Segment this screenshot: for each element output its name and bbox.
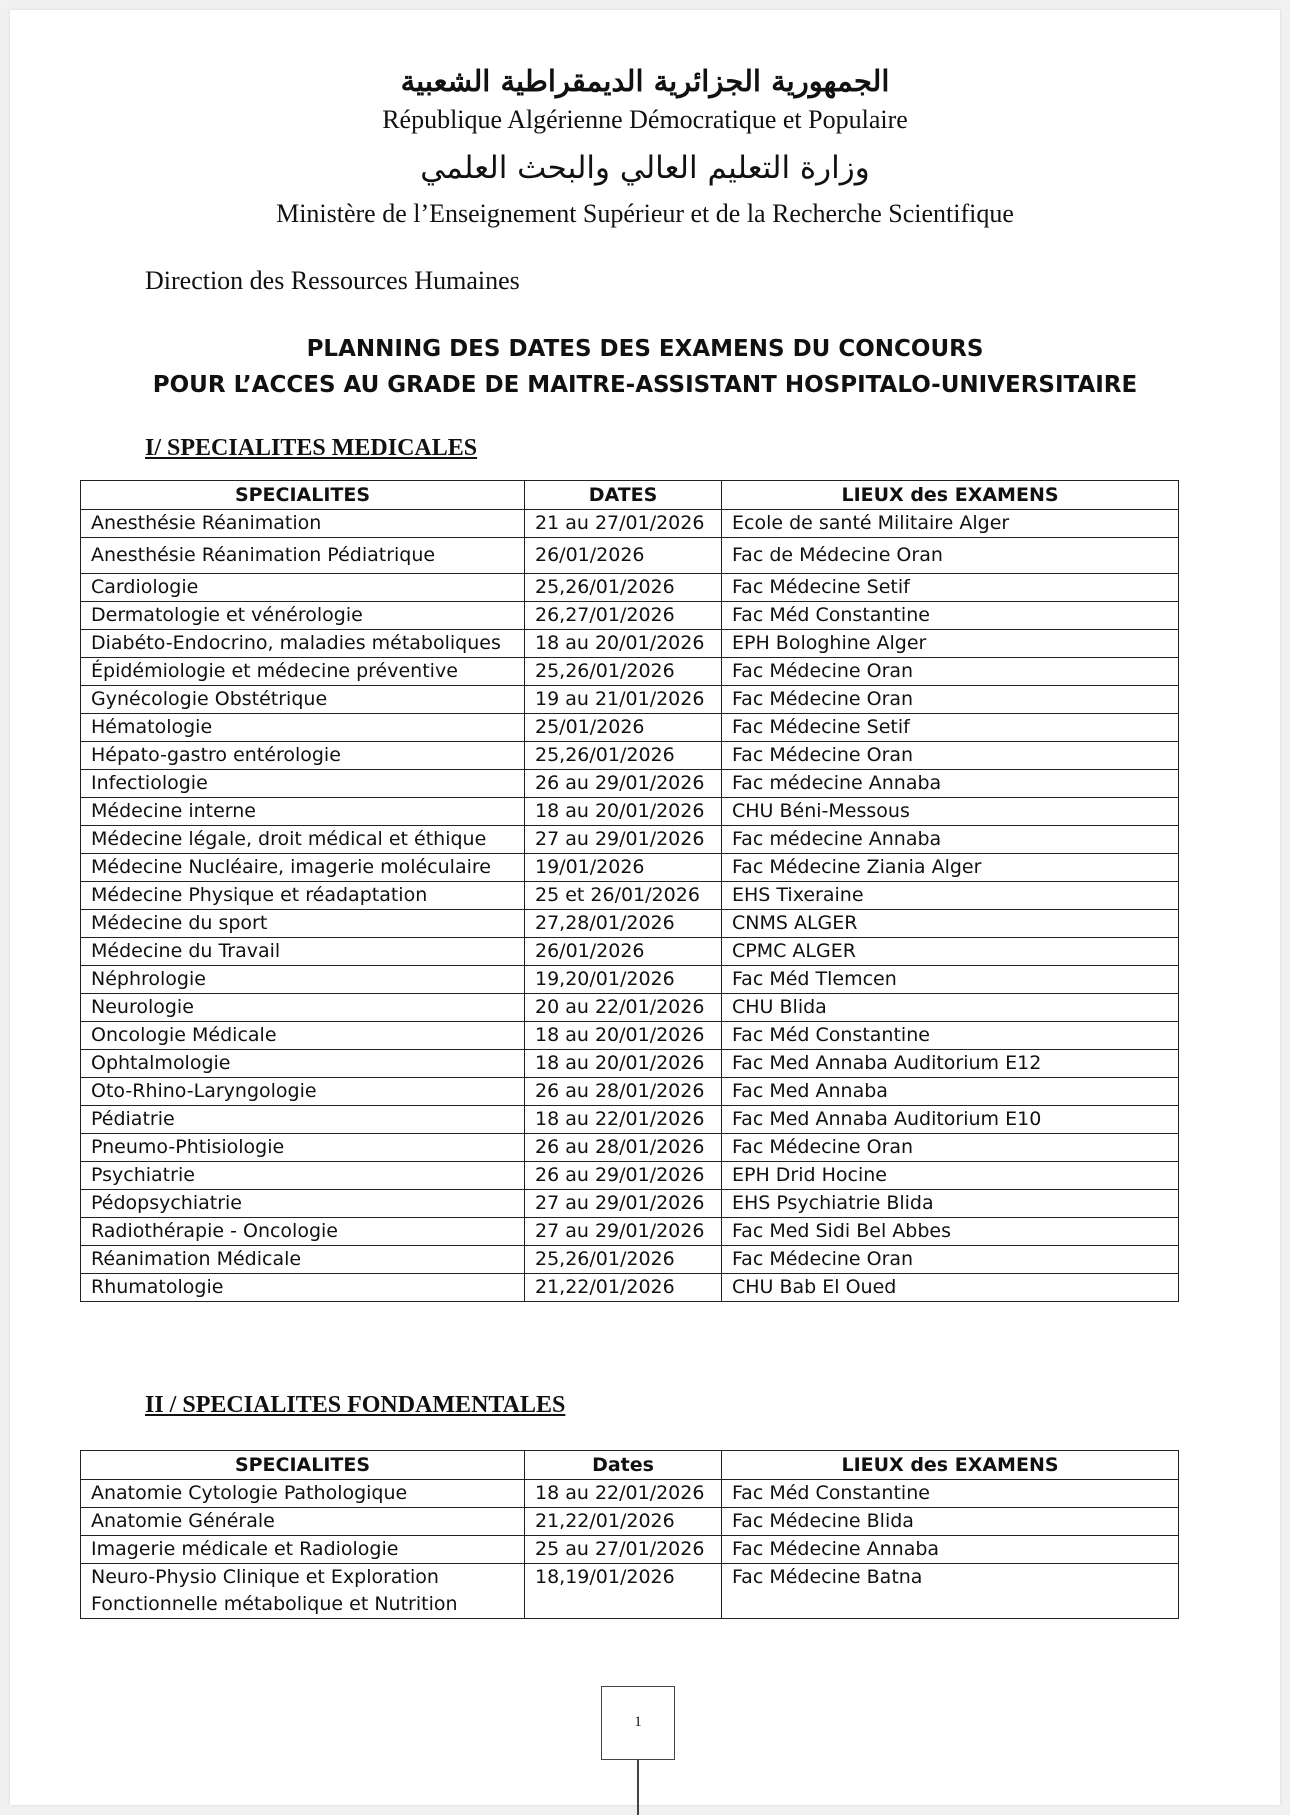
specialty-cell: Pneumo-Phtisiologie [81, 1134, 525, 1162]
location-cell: EPH Drid Hocine [722, 1162, 1179, 1190]
specialty-cell: Gynécologie Obstétrique [81, 686, 525, 714]
fundamental-table-body [81, 1480, 1179, 1619]
specialty-cell: Pédopsychiatrie [81, 1190, 525, 1218]
location-cell: Fac Méd Constantine [722, 602, 1179, 630]
specialty-cell: Psychiatrie [81, 1162, 525, 1190]
date-cell: 21,22/01/2026 [525, 1508, 722, 1536]
date-cell: 27 au 29/01/2026 [525, 1218, 722, 1246]
table-row [81, 798, 1179, 826]
date-cell: 25/01/2026 [525, 714, 722, 742]
specialty-cell: Dermatologie et vénérologie [81, 602, 525, 630]
location-cell: Ecole de santé Militaire Alger [722, 510, 1179, 538]
location-cell: CHU Béni-Messous [722, 798, 1179, 826]
table-row [81, 630, 1179, 658]
column-header-lieux: LIEUX des EXAMENS [722, 1451, 1179, 1480]
date-cell: 18,19/01/2026 [525, 1564, 722, 1619]
table-row [81, 770, 1179, 798]
fundamental-specialties-table [80, 1450, 1179, 1619]
location-cell: Fac de Médecine Oran [722, 538, 1179, 574]
location-cell: Fac Méd Tlemcen [722, 966, 1179, 994]
date-cell: 18 au 20/01/2026 [525, 1050, 722, 1078]
date-cell: 26,27/01/2026 [525, 602, 722, 630]
specialty-cell: Pédiatrie [81, 1106, 525, 1134]
location-cell: Fac Med Annaba [722, 1078, 1179, 1106]
table-row [81, 1022, 1179, 1050]
arabic-ministry-heading: وزارة التعليم العالي والبحث العلمي [420, 150, 870, 186]
specialty-cell: Oto-Rhino-Laryngologie [81, 1078, 525, 1106]
date-cell: 27 au 29/01/2026 [525, 1190, 722, 1218]
location-cell: Fac Méd Constantine [722, 1022, 1179, 1050]
table-row [81, 1508, 1179, 1536]
french-republic-heading: République Algérienne Démocratique et Populaire [382, 105, 908, 134]
specialty-cell: Cardiologie [81, 574, 525, 602]
table-row [81, 966, 1179, 994]
table-row [81, 538, 1179, 574]
specialty-cell: Médecine du sport [81, 910, 525, 938]
section-heading-medical: I/ SPECIALITES MEDICALES [145, 435, 478, 461]
location-cell: Fac Méd Constantine [722, 1480, 1179, 1508]
specialty-cell: Imagerie médicale et Radiologie [81, 1536, 525, 1564]
table-row [81, 1274, 1179, 1302]
table-row [81, 1246, 1179, 1274]
specialty-cell: Anesthésie Réanimation [81, 510, 525, 538]
location-cell: Fac Médecine Oran [722, 686, 1179, 714]
table-row [81, 994, 1179, 1022]
date-cell: 26/01/2026 [525, 538, 722, 574]
table-row [81, 1078, 1179, 1106]
column-header-lieux: LIEUX des EXAMENS [722, 481, 1179, 510]
date-cell: 26 au 29/01/2026 [525, 770, 722, 798]
location-cell: CNMS ALGER [722, 910, 1179, 938]
specialty-cell: Neuro-Physio Clinique et Exploration Fonctionnelle métabolique et Nutrition [81, 1564, 525, 1619]
date-cell: 18 au 20/01/2026 [525, 798, 722, 826]
specialty-cell: Ophtalmologie [81, 1050, 525, 1078]
table-row [81, 1218, 1179, 1246]
section-heading-fundamental: II / SPECIALITES FONDAMENTALES [145, 1392, 566, 1418]
specialty-cell: Médecine Physique et réadaptation [81, 882, 525, 910]
table-row [81, 602, 1179, 630]
specialty-cell: Hématologie [81, 714, 525, 742]
specialty-cell: Médecine légale, droit médical et éthique [81, 826, 525, 854]
specialty-cell: Radiothérapie - Oncologie [81, 1218, 525, 1246]
arabic-republic-heading: الجمهورية الجزائرية الديمقراطية الشعبية [400, 64, 890, 98]
table-row [81, 1134, 1179, 1162]
document-title-line1: PLANNING DES DATES DES EXAMENS DU CONCOURS [306, 336, 984, 362]
location-cell: EHS Tixeraine [722, 882, 1179, 910]
page-number-connector [637, 1760, 639, 1815]
column-header-specialites: SPECIALITES [81, 481, 525, 510]
date-cell: 18 au 22/01/2026 [525, 1480, 722, 1508]
table-row [81, 686, 1179, 714]
table-row [81, 1564, 1179, 1619]
location-cell: CPMC ALGER [722, 938, 1179, 966]
date-cell: 25 et 26/01/2026 [525, 882, 722, 910]
table-row [81, 1106, 1179, 1134]
specialty-cell: Médecine interne [81, 798, 525, 826]
table-row [81, 714, 1179, 742]
specialty-cell: Rhumatologie [81, 1274, 525, 1302]
date-cell: 18 au 20/01/2026 [525, 630, 722, 658]
location-cell: Fac médecine Annaba [722, 826, 1179, 854]
specialty-cell: Anatomie Générale [81, 1508, 525, 1536]
document-title-line2: POUR L’ACCES AU GRADE DE MAITRE-ASSISTANT HOSPITALO-UNIVERSITAIRE [152, 372, 1138, 398]
table-row [81, 910, 1179, 938]
location-cell: Fac Médecine Setif [722, 574, 1179, 602]
location-cell: Fac Med Annaba Auditorium E12 [722, 1050, 1179, 1078]
location-cell: EHS Psychiatrie Blida [722, 1190, 1179, 1218]
location-cell: CHU Bab El Oued [722, 1274, 1179, 1302]
date-cell: 19/01/2026 [525, 854, 722, 882]
specialty-cell: Oncologie Médicale [81, 1022, 525, 1050]
medical-specialties-table [80, 480, 1179, 1302]
date-cell: 25 au 27/01/2026 [525, 1536, 722, 1564]
date-cell: 25,26/01/2026 [525, 1246, 722, 1274]
date-cell: 19 au 21/01/2026 [525, 686, 722, 714]
location-cell: Fac Médecine Blida [722, 1508, 1179, 1536]
date-cell: 18 au 22/01/2026 [525, 1106, 722, 1134]
date-cell: 21 au 27/01/2026 [525, 510, 722, 538]
location-cell: Fac Médecine Annaba [722, 1536, 1179, 1564]
date-cell: 25,26/01/2026 [525, 574, 722, 602]
page-number: 1 [601, 1686, 675, 1760]
table-header-row [81, 1451, 1179, 1480]
location-cell: Fac Médecine Oran [722, 742, 1179, 770]
column-header-specialites: SPECIALITES [81, 1451, 525, 1480]
french-ministry-heading: Ministère de l’Enseignement Supérieur et de la Recherche Scientifique [276, 199, 1014, 228]
location-cell: Fac Médecine Setif [722, 714, 1179, 742]
column-header-dates: DATES [525, 481, 722, 510]
date-cell: 26 au 29/01/2026 [525, 1162, 722, 1190]
location-cell: Fac médecine Annaba [722, 770, 1179, 798]
table-row [81, 1536, 1179, 1564]
date-cell: 26 au 28/01/2026 [525, 1078, 722, 1106]
specialty-cell: Diabéto-Endocrino, maladies métaboliques [81, 630, 525, 658]
table-row [81, 1162, 1179, 1190]
table-row [81, 510, 1179, 538]
location-cell: EPH Bologhine Alger [722, 630, 1179, 658]
table-row [81, 882, 1179, 910]
date-cell: 27 au 29/01/2026 [525, 826, 722, 854]
location-cell: Fac Med Annaba Auditorium E10 [722, 1106, 1179, 1134]
table-row [81, 658, 1179, 686]
direction-label: Direction des Ressources Humaines [145, 266, 520, 295]
document-page [10, 10, 1280, 1805]
table-row [81, 574, 1179, 602]
column-header-dates: Dates [525, 1451, 722, 1480]
specialty-cell: Infectiologie [81, 770, 525, 798]
specialty-cell: Anesthésie Réanimation Pédiatrique [81, 538, 525, 574]
date-cell: 18 au 20/01/2026 [525, 1022, 722, 1050]
table-row [81, 826, 1179, 854]
date-cell: 21,22/01/2026 [525, 1274, 722, 1302]
location-cell: Fac Médecine Oran [722, 658, 1179, 686]
specialty-cell: Médecine du Travail [81, 938, 525, 966]
specialty-cell: Anatomie Cytologie Pathologique [81, 1480, 525, 1508]
location-cell: Fac Médecine Ziania Alger [722, 854, 1179, 882]
table-header-row [81, 481, 1179, 510]
location-cell: Fac Médecine Batna [722, 1564, 1179, 1619]
date-cell: 26/01/2026 [525, 938, 722, 966]
specialty-cell: Médecine Nucléaire, imagerie moléculaire [81, 854, 525, 882]
table-row [81, 854, 1179, 882]
location-cell: Fac Med Sidi Bel Abbes [722, 1218, 1179, 1246]
date-cell: 19,20/01/2026 [525, 966, 722, 994]
table-row [81, 1190, 1179, 1218]
specialty-cell: Réanimation Médicale [81, 1246, 525, 1274]
medical-table-body [81, 510, 1179, 1302]
date-cell: 26 au 28/01/2026 [525, 1134, 722, 1162]
date-cell: 25,26/01/2026 [525, 742, 722, 770]
table-row [81, 938, 1179, 966]
specialty-cell: Néphrologie [81, 966, 525, 994]
table-row [81, 742, 1179, 770]
specialty-cell: Neurologie [81, 994, 525, 1022]
specialty-cell: Épidémiologie et médecine préventive [81, 658, 525, 686]
location-cell: CHU Blida [722, 994, 1179, 1022]
table-row [81, 1050, 1179, 1078]
table-row [81, 1480, 1179, 1508]
location-cell: Fac Médecine Oran [722, 1246, 1179, 1274]
date-cell: 25,26/01/2026 [525, 658, 722, 686]
specialty-cell: Hépato-gastro entérologie [81, 742, 525, 770]
date-cell: 20 au 22/01/2026 [525, 994, 722, 1022]
location-cell: Fac Médecine Oran [722, 1134, 1179, 1162]
date-cell: 27,28/01/2026 [525, 910, 722, 938]
